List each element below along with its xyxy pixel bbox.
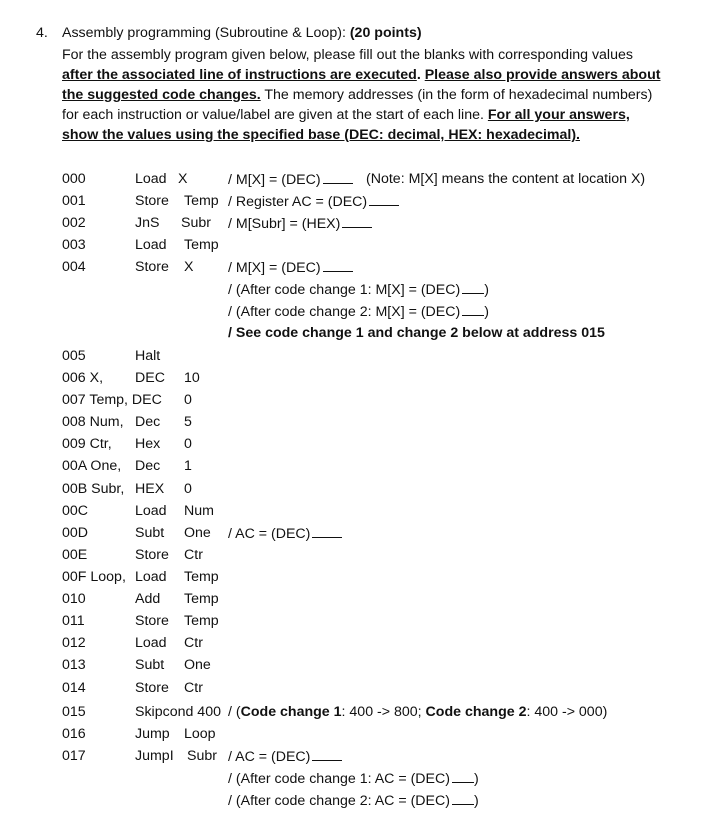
op-000: X (178, 171, 188, 187)
intro-line-4 (62, 106, 630, 124)
intro-line-3 (62, 86, 652, 104)
answer-blank[interactable] (369, 192, 399, 206)
op-001: Temp (184, 193, 219, 209)
instr-009: Hex (135, 436, 161, 452)
intro-punct: . (416, 67, 425, 83)
addr-000: 000 (62, 171, 86, 187)
instr-00f: Load (135, 569, 167, 585)
op-011: Temp (184, 613, 219, 629)
comment-017-change1 (228, 769, 479, 788)
comment-text: / AC = (DEC) (228, 526, 311, 542)
addr-010: 010 (62, 591, 86, 607)
comment-text: / M[X] = (DEC) (228, 172, 321, 188)
instr-012: Load (135, 635, 167, 651)
instr-015: Skipcond 400 (135, 704, 221, 720)
answer-blank[interactable] (452, 791, 474, 805)
addr-006: 006 X, (62, 370, 104, 386)
op-017: Subr (187, 748, 217, 764)
comment-text: / (After code change 2: M[X] = (DEC) (228, 304, 461, 320)
intro-emph-1: after the associated line of instructions are executed (62, 67, 417, 83)
op-016: Loop (184, 726, 216, 742)
question-number: 4. (36, 25, 48, 41)
instr-00a: Dec (135, 458, 161, 474)
comment-017-change2 (228, 791, 479, 810)
op-007: 0 (184, 392, 192, 408)
instr-001: Store (135, 193, 169, 209)
note-000: (Note: M[X] means the content at location X) (366, 171, 646, 187)
close-paren: ) (473, 771, 479, 787)
addr-00f: 00F Loop, (62, 569, 126, 585)
op-014: Ctr (184, 680, 203, 696)
instr-006: DEC (135, 370, 165, 386)
answer-blank[interactable] (312, 747, 342, 761)
addr-015: 015 (62, 704, 86, 720)
op-009: 0 (184, 436, 192, 452)
comment-017 (228, 747, 342, 766)
comment-text: / M[Subr] = (HEX) (228, 216, 341, 232)
answer-blank[interactable] (323, 170, 353, 184)
comment-text: / (After code change 2: AC = (DEC) (228, 793, 450, 809)
comment-000 (228, 170, 353, 189)
addr-011: 011 (62, 613, 85, 629)
intro-text-4: for each instruction or value/label are given at the start of each line. (62, 107, 488, 123)
answer-blank[interactable] (452, 769, 474, 783)
addr-008: 008 Num, (62, 414, 124, 430)
intro-text-3: The memory addresses (in the form of hexadecimal numbers) (260, 87, 653, 103)
instr-004: Store (135, 259, 169, 275)
comment-004-see-changes: / See code change 1 and change 2 below at address 015 (228, 325, 605, 341)
comment-004 (228, 258, 353, 277)
addr-014: 014 (62, 680, 86, 696)
intro-line-2 (62, 66, 660, 84)
comment-00d (228, 524, 342, 543)
comment-002 (228, 214, 372, 233)
addr-003: 003 (62, 237, 86, 253)
answer-blank[interactable] (312, 524, 342, 538)
close-paren: ) (484, 282, 489, 298)
close-paren: ) (473, 793, 479, 809)
op-00d: One (184, 525, 211, 541)
code-change-2-label: Code change 2 (425, 704, 527, 720)
intro-emph-4: For all your answers, (487, 107, 630, 123)
addr-007: 007 Temp, DEC (62, 392, 162, 408)
question-title (62, 24, 422, 42)
addr-016: 016 (62, 726, 86, 742)
comment-text: / Register AC = (DEC) (228, 194, 368, 210)
addr-00d: 00D (62, 525, 89, 541)
comment-text: / AC = (DEC) (228, 749, 311, 765)
instr-00d: Subt (135, 525, 165, 541)
op-00b: 0 (184, 481, 192, 497)
instr-00c: Load (135, 503, 167, 519)
instr-003: Load (135, 237, 167, 253)
op-00c: Num (184, 503, 214, 519)
instr-00b: HEX (135, 481, 165, 497)
op-00e: Ctr (184, 547, 203, 563)
comment-004-change1 (228, 280, 489, 299)
title-text: Assembly programming (Subroutine & Loop): (62, 25, 350, 41)
op-008: 5 (184, 414, 192, 430)
op-010: Temp (184, 591, 219, 607)
instr-00e: Store (135, 547, 169, 563)
addr-012: 012 (62, 635, 86, 651)
comment-text: / ( (228, 704, 241, 720)
comment-text: / (After code change 1: M[X] = (DEC) (228, 282, 461, 298)
comment-text: : 400 -> 000) (526, 704, 608, 720)
instr-014: Store (135, 680, 169, 696)
addr-00c: 00C (62, 503, 89, 519)
answer-blank[interactable] (462, 302, 484, 316)
op-00a: 1 (184, 458, 192, 474)
answer-blank[interactable] (323, 258, 353, 272)
points-label: (20 points) (349, 25, 422, 41)
addr-009: 009 Ctr, (62, 436, 112, 452)
comment-001 (228, 192, 399, 211)
op-003: Temp (184, 237, 219, 253)
instr-002: JnS (135, 215, 160, 231)
addr-001: 001 (62, 193, 86, 209)
op-012: Ctr (184, 635, 203, 651)
answer-blank[interactable] (462, 280, 484, 294)
op-004: X (184, 259, 194, 275)
instr-013: Subt (135, 657, 165, 673)
instr-010: Add (135, 591, 161, 607)
addr-00a: 00A One, (62, 458, 122, 474)
instr-000: Load (135, 171, 167, 187)
comment-004-change2 (228, 302, 489, 321)
intro-emph-3: the suggested code changes. (62, 87, 261, 103)
comment-text: : 400 -> 800; (341, 704, 426, 720)
op-013: One (184, 657, 211, 673)
addr-004: 004 (62, 259, 86, 275)
intro-line-1: For the assembly program given below, please fill out the blanks with corresponding values (62, 47, 633, 63)
op-006: 10 (184, 370, 200, 386)
addr-00e: 00E (62, 547, 88, 563)
instr-011: Store (135, 613, 169, 629)
addr-005: 005 (62, 348, 86, 364)
answer-blank[interactable] (342, 214, 372, 228)
instr-008: Dec (135, 414, 161, 430)
intro-line-5: show the values using the specified base (DEC: decimal, HEX: hexadecimal). (62, 127, 580, 143)
addr-00b: 00B Subr, (62, 481, 125, 497)
code-change-1-label: Code change 1 (240, 704, 342, 720)
addr-017: 017 (62, 748, 86, 764)
op-002: Subr (181, 215, 211, 231)
comment-015 (228, 703, 607, 721)
comment-text: / (After code change 1: AC = (DEC) (228, 771, 450, 787)
instr-016: Jump (135, 726, 170, 742)
instr-017: JumpI (135, 748, 174, 764)
addr-013: 013 (62, 657, 86, 673)
intro-emph-2: Please also provide answers about (424, 67, 661, 83)
addr-002: 002 (62, 215, 86, 231)
op-00f: Temp (184, 569, 219, 585)
instr-005: Halt (135, 348, 161, 364)
comment-text: / M[X] = (DEC) (228, 260, 321, 276)
close-paren: ) (484, 304, 489, 320)
